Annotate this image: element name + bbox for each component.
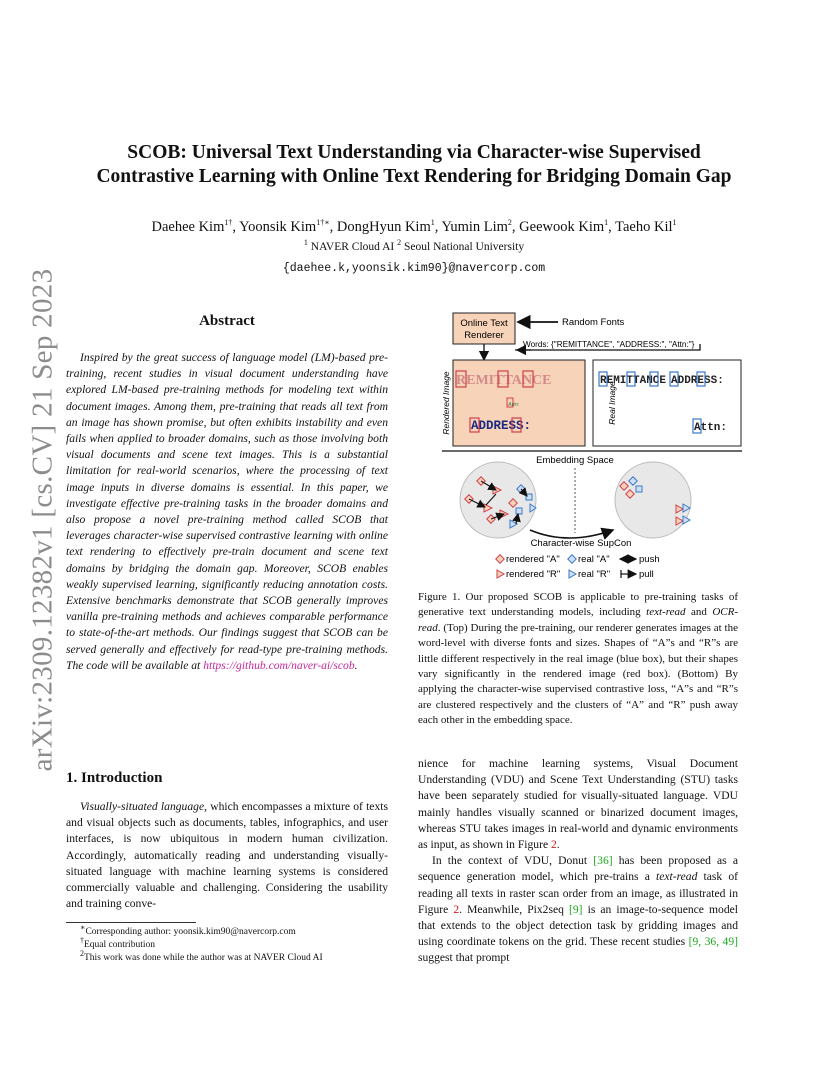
- figure-ref[interactable]: 2: [551, 838, 557, 852]
- footnotes: [66, 922, 396, 965]
- legend-pull: pull: [639, 569, 654, 580]
- legend-push: push: [639, 554, 660, 565]
- author: Geewook Kim$^1$: [519, 218, 609, 235]
- author-list: Daehee Kim$^{1\dagger}$, Yoonsik Kim$^{1\dagger∗}$, DongHyun Kim$^1$, Yumin Lim$^2$, Geewook Kim$^1$, Taeho Kil$^1$: [151, 218, 677, 235]
- renderer-label-1: Online Text: [460, 318, 508, 329]
- author: Taeho Kil$^1$: [615, 218, 677, 235]
- legend-real-a: real "A": [578, 554, 610, 565]
- author: Yoonsik Kim$^{1\dagger∗}$: [239, 218, 330, 235]
- renderer-label-2: Renderer: [464, 330, 504, 341]
- author: Daehee Kim$^{1\dagger}$: [151, 218, 233, 235]
- email-line: {daehee.k,yoonsik.kim90}@navercorp.com: [282, 262, 546, 275]
- figure-1: [438, 308, 742, 582]
- citation[interactable]: [9]: [569, 902, 583, 916]
- figure-diagram: [438, 308, 742, 582]
- footnote: ∗Corresponding author: yoonsik.kim90@navercorp.com: [80, 922, 296, 937]
- real-word-3: Attn:: [694, 422, 728, 434]
- real-image-label: Real Image: [607, 381, 617, 425]
- legend-real-r: real "R": [578, 569, 611, 580]
- author: DongHyun Kim$^1$: [336, 218, 435, 235]
- figure-ref[interactable]: 2: [453, 902, 460, 916]
- figure-legend: [496, 554, 660, 580]
- rendered-image-label: Rendered Image: [441, 371, 451, 435]
- citation[interactable]: [36]: [593, 854, 613, 868]
- paragraph: In the context of VDU, Donut [36] has been proposed as a sequence generation model, which pre-trains a text-read task of reading all texts in raster scan order from an image, as illustrated in Figure 2. Meanwhile, Pix2seq [9] is an image-to-sequence model that extends to the object detection task by gridding images and using coordinate tokens on the grid. These recent studies [9, 36, 49] suggest that prompt: [418, 854, 738, 965]
- cluster-after: [615, 462, 691, 538]
- affiliations: $^1$ NAVER Cloud AI $^2$ Seoul National University: [303, 238, 525, 253]
- title-line-1: SCOB: Universal Text Understanding via Character-wise Supervised: [127, 142, 701, 163]
- arxiv-sidebar-stamp: [22, 268, 64, 772]
- intro-heading: 1. Introduction: [66, 770, 163, 786]
- words-label: Words: {"REMITTANCE", "ADDRESS:", "Attn:"}: [523, 340, 695, 349]
- intro-body: Visually-situated language, which encompasses a mixture of texts and visual objects such as documents, tables, infographics, and user interfaces, is now ubiquitous in modern human civilization. Accordingly, automatically reading and understanding visually-situated language with machine learning systems is considered commercially valuable and challenging. Considering the usability and training conve-: [66, 800, 388, 911]
- rendered-word-2: ADDRESS:: [471, 419, 532, 433]
- paper-title: [60, 141, 768, 189]
- citation[interactable]: [9, 36, 49]: [688, 935, 738, 949]
- real-word-2: ADDRESS:: [671, 375, 724, 387]
- paragraph: nience for machine learning systems, Visual Document Understanding (VDU) and Scene Text Understanding (STU) tasks have been separately studied for visually-situated language. VDU mainly handles visually scanned or binarized document images, whereas STU takes images in real-world and dynamic environments as input, as shown in Figure 2.: [418, 757, 738, 852]
- random-fonts-label: Random Fonts: [562, 317, 625, 328]
- real-word-1: REMITTANCE: [600, 375, 667, 387]
- rendered-word-3: Attn:: [508, 402, 520, 408]
- legend-rendered-r: rendered "R": [506, 569, 561, 580]
- footnote-rule: [66, 922, 196, 923]
- legend-rendered-a: rendered "A": [506, 554, 560, 565]
- abstract-heading: Abstract: [199, 313, 255, 329]
- abstract-body: Inspired by the great success of language model (LM)-based pre-training, recent studies in visual document understanding have explored LM-based pre-training methods for modeling text within document images. Among them, pre-training that reads all text from an image has shown promise, but often exhibits instability and even fails when applied to broader domains, such as those involving both visual documents and scene text images. This is a substantial limitation for real-world scenarios, where the processing of text image inputs in diverse domains is essential. In this paper, we investigate effective pre-training tasks in the broader domains and also propose a novel pre-training method called SCOB that leverages character-wise supervised contrastive learning with online text rendering to effectively pre-train document and scene text domains by bridging the domain gap. Moreover, SCOB enables weakly supervised learning, significantly reducing annotation costs. Extensive benchmarks demonstrate that SCOB generally improves vanilla pre-training methods and achieves comparable performance to state-of-the-art methods. Our findings suggest that SCOB can be served generally and effectively for read-type pre-training methods. The code will be available at https://github.com/naver-ai/scob.: [66, 351, 388, 672]
- footnote: $^2$This work was done while the author was at NAVER Cloud AI: [80, 948, 323, 963]
- embedding-space-label: Embedding Space: [536, 455, 614, 466]
- footnote: †Equal contribution: [80, 935, 155, 950]
- supcon-arrow: [530, 530, 613, 538]
- figure-caption: Figure 1. Our proposed SCOB is applicable to pre-training tasks of generative text understanding models, including text-read and OCR-read. (Top) During the pre-training, our renderer generates images at the word-level with diverse fonts and sizes. Shapes of “A”s and “R”s are little different respectively in the real image (blue box), but their shapes vary significantly in the rendered image (red box). (Bottom) By applying the character-wise supervised contrastive loss, “A”s and “R”s are clustered respectively and the clusters of “A” and “R” push away each other in the embedding space.: [418, 591, 738, 727]
- right-column-body: [418, 756, 738, 967]
- code-link[interactable]: https://github.com/naver-ai/scob: [203, 658, 355, 672]
- arxiv-id: arXiv:2309.12382v1 [cs.CV] 21 Sep 2023: [26, 268, 59, 772]
- rendered-word-1: REMITTANCE: [456, 373, 552, 388]
- supcon-label: Character-wise SupCon: [530, 538, 632, 549]
- title-line-2: Contrastive Learning with Online Text Rendering for Bridging Domain Gap: [96, 166, 732, 187]
- author: Yumin Lim$^2$: [441, 218, 512, 235]
